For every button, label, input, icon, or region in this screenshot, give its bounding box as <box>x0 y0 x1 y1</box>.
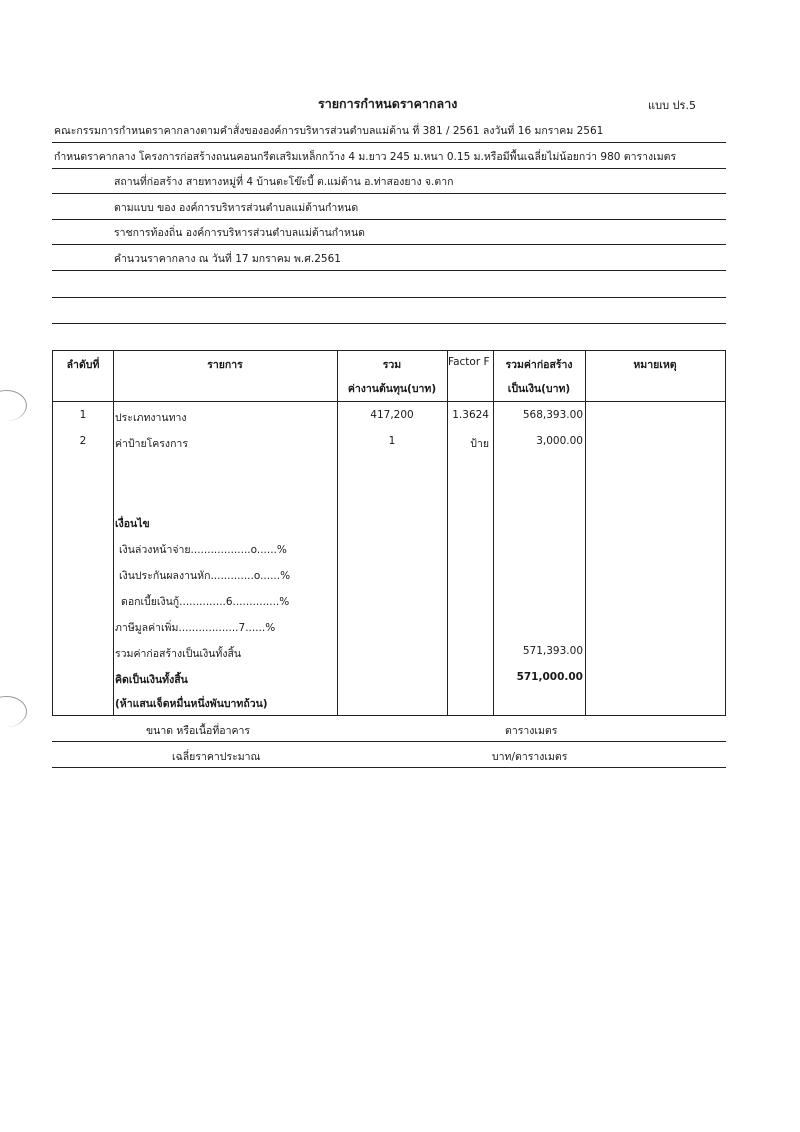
project-line: กำหนดราคากลาง โครงการก่อสร้างถนนคอนกรีตเสริมเหล็กกว้าง 4 ม.ยาว 245 ม.หนา 0.15 ม.หรือมีพื้นเฉลี่ยไม่น้อยกว่า 980 ตารางเมตร <box>54 151 677 163</box>
price-table <box>52 350 726 716</box>
sum-label: รวมค่าก่อสร้างเป็นเงินทั้งสิ้น <box>115 648 242 660</box>
column-divider <box>337 351 338 715</box>
form-code: แบบ ปร.5 <box>648 99 696 112</box>
location-line: สถานที่ก่อสร้าง สายทางหมู่ที่ 4 บ้านตะโข๊ะบี้ ต.แม่ต้าน อ.ท่าสองยาง จ.ตาก <box>114 176 454 188</box>
header-no: ลำดับที่ <box>66 359 100 371</box>
row-2-item: ค่าป้ายโครงการ <box>115 438 188 450</box>
header-total-line1: รวมค่าก่อสร้าง <box>505 359 573 371</box>
average-price-label: เฉลี่ยราคาประมาณ <box>172 751 261 763</box>
row-2-total: 3,000.00 <box>536 435 583 447</box>
separator-line <box>52 244 726 245</box>
separator-line <box>52 741 726 742</box>
header-total-line2: เป็นเงิน(บาท) <box>507 383 571 395</box>
punch-hole-mark <box>0 390 27 421</box>
calc-date-line: คำนวนราคากลาง ณ วันที่ 17 มกราคม พ.ศ.2561 <box>114 253 341 265</box>
committee-line: คณะกรรมการกำหนดราคากลางตามคำสั่งขององค์การบริหารส่วนตำบลแม่ต้าน ที่ 381 / 2561 ลงวันที่ 16 มกราคม 2561 <box>54 125 604 137</box>
header-separator <box>53 401 725 402</box>
row-1-item: ประเภทงานทาง <box>115 412 187 424</box>
condition-guarantee: เงินประกันผลงานหัก.............o......% <box>119 570 291 582</box>
header-cost-line2: ค่างานต้นทุน(บาท) <box>347 383 437 395</box>
header-factor: Factor F <box>448 356 490 368</box>
separator-line <box>52 168 726 169</box>
punch-hole-mark <box>0 696 27 727</box>
condition-interest: ดอกเบี้ยเงินกู้..............6..............% <box>121 596 290 608</box>
building-size-label: ขนาด หรือเนื้อที่อาคาร <box>146 725 251 737</box>
blank-line <box>52 297 726 298</box>
column-divider <box>113 351 114 715</box>
condition-vat: ภาษีมูลค่าเพิ่ม..................7......% <box>115 622 276 634</box>
separator-line <box>52 270 726 271</box>
page-title: รายการกำหนดราคากลาง <box>318 96 458 111</box>
conditions-heading: เงื่อนไข <box>115 518 150 530</box>
design-line: ตามแบบ ของ องค์การบริหารส่วนตำบลแม่ต้านกำหนด <box>114 202 359 214</box>
condition-advance: เงินล่วงหน้าจ่าย..................o......% <box>119 544 287 556</box>
row-2-factor: ป้าย <box>470 438 489 450</box>
local-authority-line: ราชการท้องถิ่น องค์การบริหารส่วนตำบลแม่ต้านกำหนด <box>114 227 365 239</box>
blank-line <box>52 323 726 324</box>
row-1-cost: 417,200 <box>370 409 414 421</box>
header-remark: หมายเหตุ <box>633 359 677 371</box>
separator-line <box>52 142 726 143</box>
row-2-no: 2 <box>79 435 87 447</box>
column-divider <box>447 351 448 715</box>
separator-line <box>52 193 726 194</box>
building-size-unit: ตารางเมตร <box>505 725 558 737</box>
row-1-total: 568,393.00 <box>522 409 583 421</box>
sum-value: 571,393.00 <box>522 645 583 657</box>
row-1-factor: 1.3624 <box>452 409 489 421</box>
grand-total-label: คิดเป็นเงินทั้งสิ้น <box>115 674 188 686</box>
separator-line <box>52 767 726 768</box>
header-item: รายการ <box>207 359 243 371</box>
header-cost-line1: รวม <box>382 359 402 371</box>
separator-line <box>52 219 726 220</box>
column-divider <box>585 351 586 715</box>
row-1-no: 1 <box>79 409 87 421</box>
row-2-cost: 1 <box>388 435 396 447</box>
average-price-unit: บาท/ตารางเมตร <box>492 751 568 763</box>
grand-total-words: (ห้าแสนเจ็ดหมื่นหนึ่งพันบาทถ้วน) <box>115 698 268 710</box>
column-divider <box>493 351 494 715</box>
grand-total-value: 571,000.00 <box>516 671 583 683</box>
